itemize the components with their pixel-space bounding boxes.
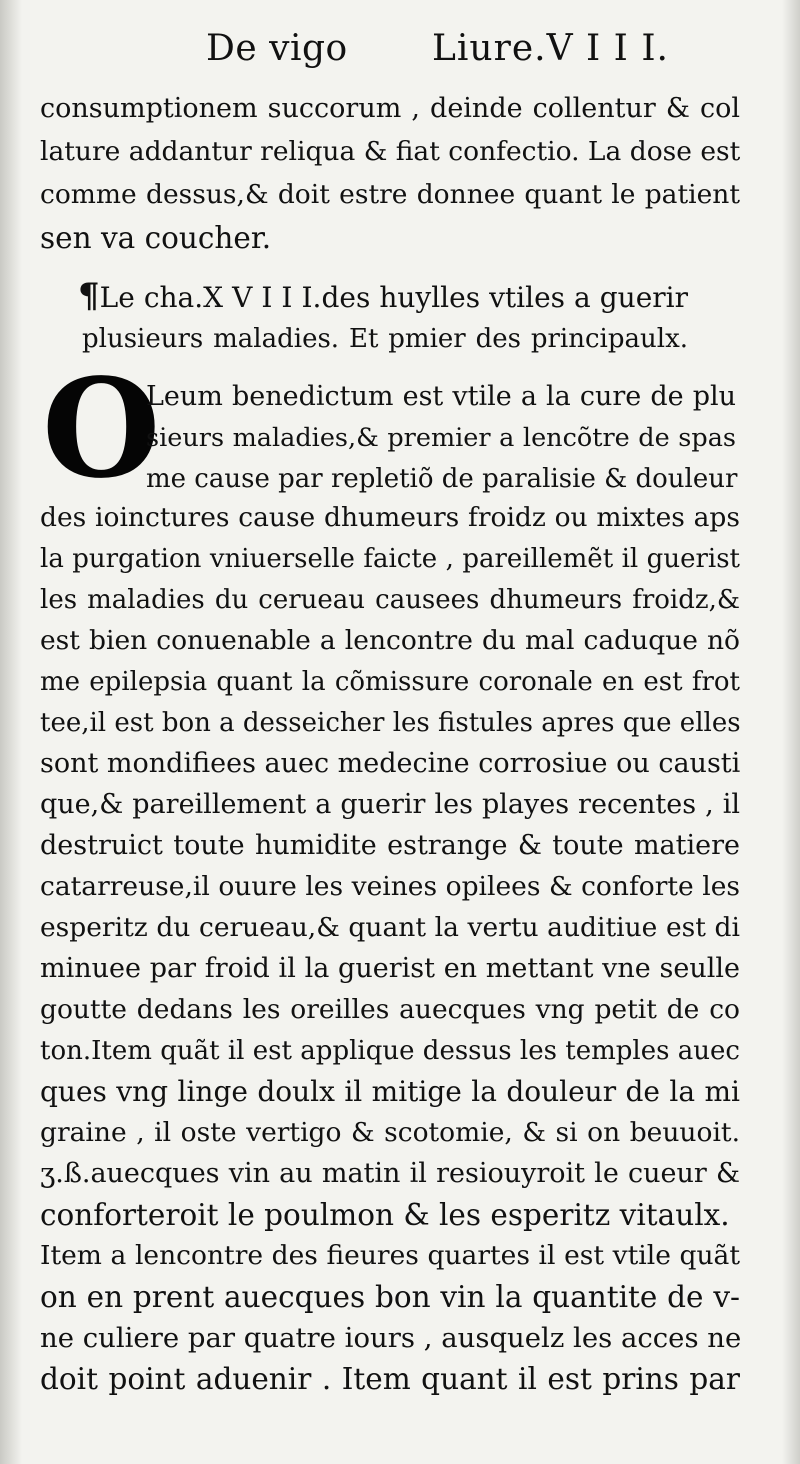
text-line: doit point aduenir . Item quant il est prins par [40, 1362, 740, 1396]
running-head-book-number: Liure.V I I I. [432, 28, 669, 69]
text-line: graine , il oste vertigo & scotomie, & si on beuuoit. [40, 1117, 740, 1148]
chapter-heading-text: Le cha.X V I I I.des huylles vtiles a guerir [99, 281, 688, 314]
text-line: Item a lencontre des fieures quartes il est vtile quãt [40, 1240, 740, 1271]
text-line: la purgation vniuerselle faicte , pareillemẽt il guerist [40, 544, 740, 574]
running-head [0, 28, 800, 78]
text-line: ne culiere par quatre iours , ausquelz les acces ne [40, 1322, 742, 1354]
text-line: goutte dedans les oreilles auecques vng petit de co [40, 994, 740, 1025]
text-line: Leum benedictum est vtile a la cure de plu [146, 381, 736, 412]
text-line: catarreuse,il ouure les veines opilees & conforte les [40, 871, 740, 902]
chapter-heading-line: plusieurs maladies. Et pmier des principaulx. [82, 324, 688, 354]
text-line: ʒ.ß.auecques vin au matin il resiouyroit le cueur & [40, 1158, 740, 1189]
text-line: esperitz du cerueau,& quant la vertu auditiue est di [40, 912, 740, 943]
chapter-heading-line [78, 275, 688, 317]
text-line: on en prent auecques bon vin la quantite de v- [40, 1280, 740, 1314]
text-line: est bien conuenable a lencontre du mal caduque nõ [40, 625, 740, 656]
text-line: conforteroit le poulmon & les esperitz vitaulx. [40, 1198, 730, 1232]
text-line: sont mondifiees auec medecine corrosiue ou causti [40, 748, 741, 779]
text-line: ques vng linge doulx il mitige la douleur de la mi [40, 1075, 740, 1108]
text-line: tee,il est bon a desseicher les fistules apres que elles [40, 708, 741, 738]
text-line: des ioinctures cause dhumeurs froidz ou mixtes aps [40, 502, 740, 533]
text-line: sieurs maladies,& premier a lencõtre de spas [146, 423, 736, 453]
text-line: me cause par repletiõ de paralisie & douleur [146, 464, 738, 494]
text-line: sen va coucher. [40, 221, 272, 255]
running-head-title: De vigo [206, 28, 348, 69]
text-line: minuee par froid il la guerist en mettant vne seulle [40, 953, 740, 984]
text-line: les maladies du cerueau causees dhumeurs froidz,& [40, 585, 740, 615]
pilcrow-icon: ¶ [78, 276, 100, 316]
text-line: que,& pareillement a guerir les playes recentes , il [40, 789, 740, 820]
text-line: consumptionem succorum , deinde collentur & col [40, 93, 740, 124]
text-line: me epilepsia quant la cõmissure coronale en est frot [40, 667, 740, 697]
text-line: comme dessus,& doit estre donnee quant le patient [40, 179, 740, 210]
drop-cap: O [42, 349, 161, 509]
text-line: lature addantur reliqua & fiat confectio. La dose est [40, 136, 741, 167]
text-line: ton.Item quãt il est applique dessus les temples auec [40, 1036, 740, 1066]
text-line: destruict toute humidite estrange & toute matiere [40, 830, 740, 861]
